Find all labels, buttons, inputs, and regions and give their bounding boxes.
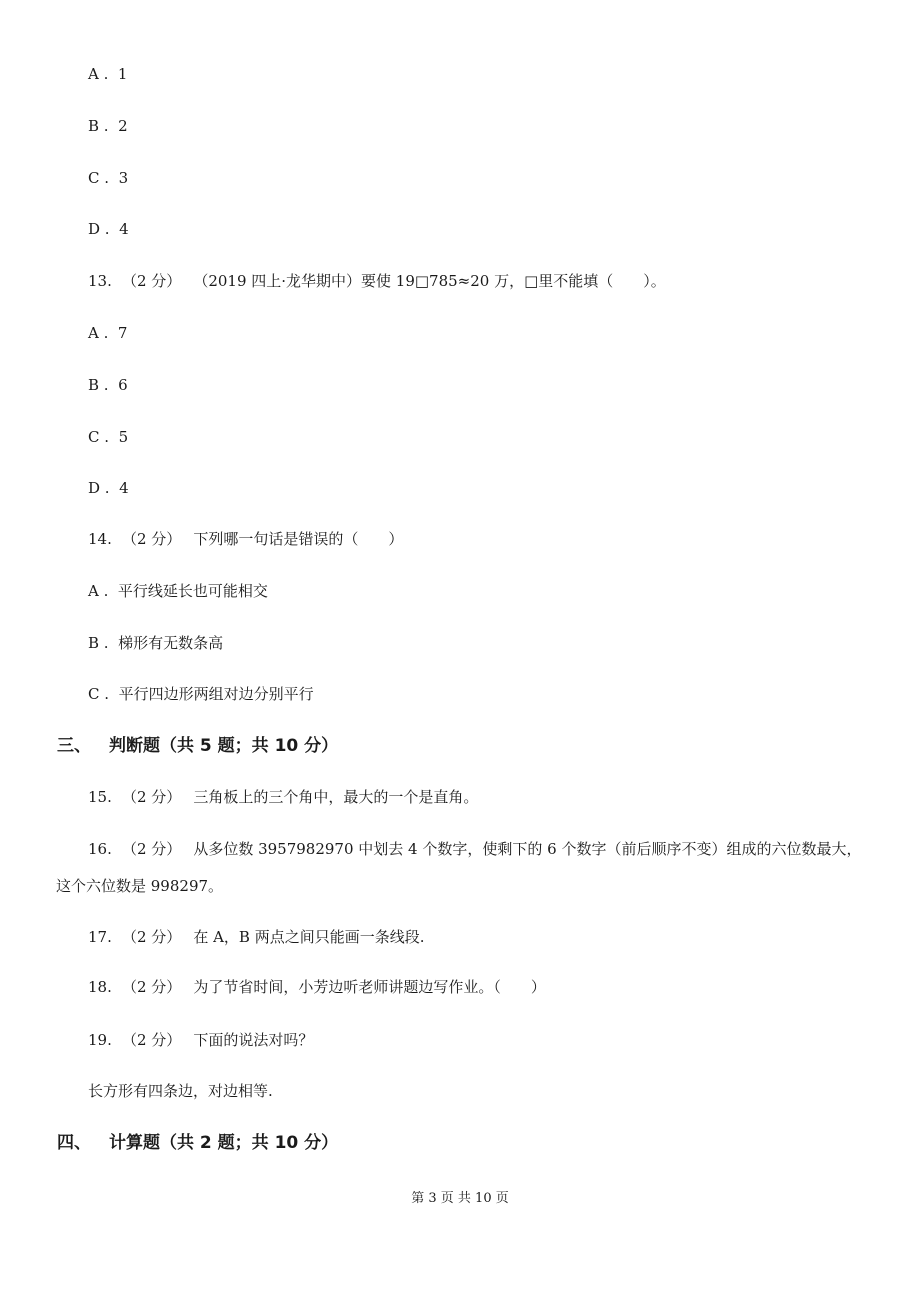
q13-option-c: C . 5 [88,428,129,446]
question-score: （2 分） [122,272,182,290]
question-number: 19. [88,1031,112,1049]
section-heading-4 [57,1132,338,1154]
question-14 [88,529,403,549]
q14-option-c: C . 平行四边形两组对边分别平行 [88,685,314,703]
q14-option-b: B . 梯形有无数条高 [88,634,224,652]
question-19 [88,1030,313,1050]
question-text: 从多位数 3957982970 中划去 4 个数字，使剩下的 6 个数字（前后顺序不变）组成的六位数最大， [193,840,862,858]
section-number: 四、 [57,1133,91,1153]
question-score: （2 分） [122,928,182,946]
q13-option-b: B . 6 [88,376,128,394]
question-19-statement: 长方形有四条边，对边相等. [88,1082,273,1100]
q12-option-a: A . 1 [88,65,128,83]
page-footer: 第 3 页 共 10 页 [411,1191,509,1206]
question-15 [88,787,478,807]
question-text: 下列哪一句话是错误的（ ） [193,530,404,548]
question-number: 15. [88,788,112,806]
question-score: （2 分） [122,840,182,858]
q13-option-a: A . 7 [88,324,128,342]
q12-option-c: C . 3 [88,169,129,187]
question-score: （2 分） [122,788,182,806]
q12-option-b: B . 2 [88,117,128,135]
question-score: （2 分） [122,1031,182,1049]
q13-option-d: D . 4 [88,479,129,497]
question-16 [88,839,861,859]
question-text: （2019 四上·龙华期中）要使 19□785≈20 万，□里不能填（ ）。 [193,272,666,290]
question-text: 在 A，B 两点之间只能画一条线段. [193,928,425,946]
question-score: （2 分） [122,530,182,548]
question-18 [88,977,546,997]
question-text: 为了节省时间，小芳边听老师讲题边写作业。（ ） [193,978,546,996]
question-text: 下面的说法对吗？ [193,1031,314,1049]
question-number: 14. [88,530,112,548]
question-17 [88,927,424,947]
section-title: 计算题（共 2 题；共 10 分） [109,1133,339,1153]
question-number: 18. [88,978,112,996]
question-number: 17. [88,928,112,946]
q12-option-d: D . 4 [88,220,129,238]
question-score: （2 分） [122,978,182,996]
question-13 [88,271,666,291]
question-text: 三角板上的三个角中，最大的一个是直角。 [193,788,479,806]
question-number: 16. [88,840,112,858]
section-title: 判断题（共 5 题；共 10 分） [109,736,339,756]
section-number: 三、 [57,736,91,756]
question-number: 13. [88,272,112,290]
question-16-continuation: 这个六位数是 998297。 [56,877,224,895]
q14-option-a: A . 平行线延长也可能相交 [88,582,268,600]
section-heading-3 [57,735,338,757]
